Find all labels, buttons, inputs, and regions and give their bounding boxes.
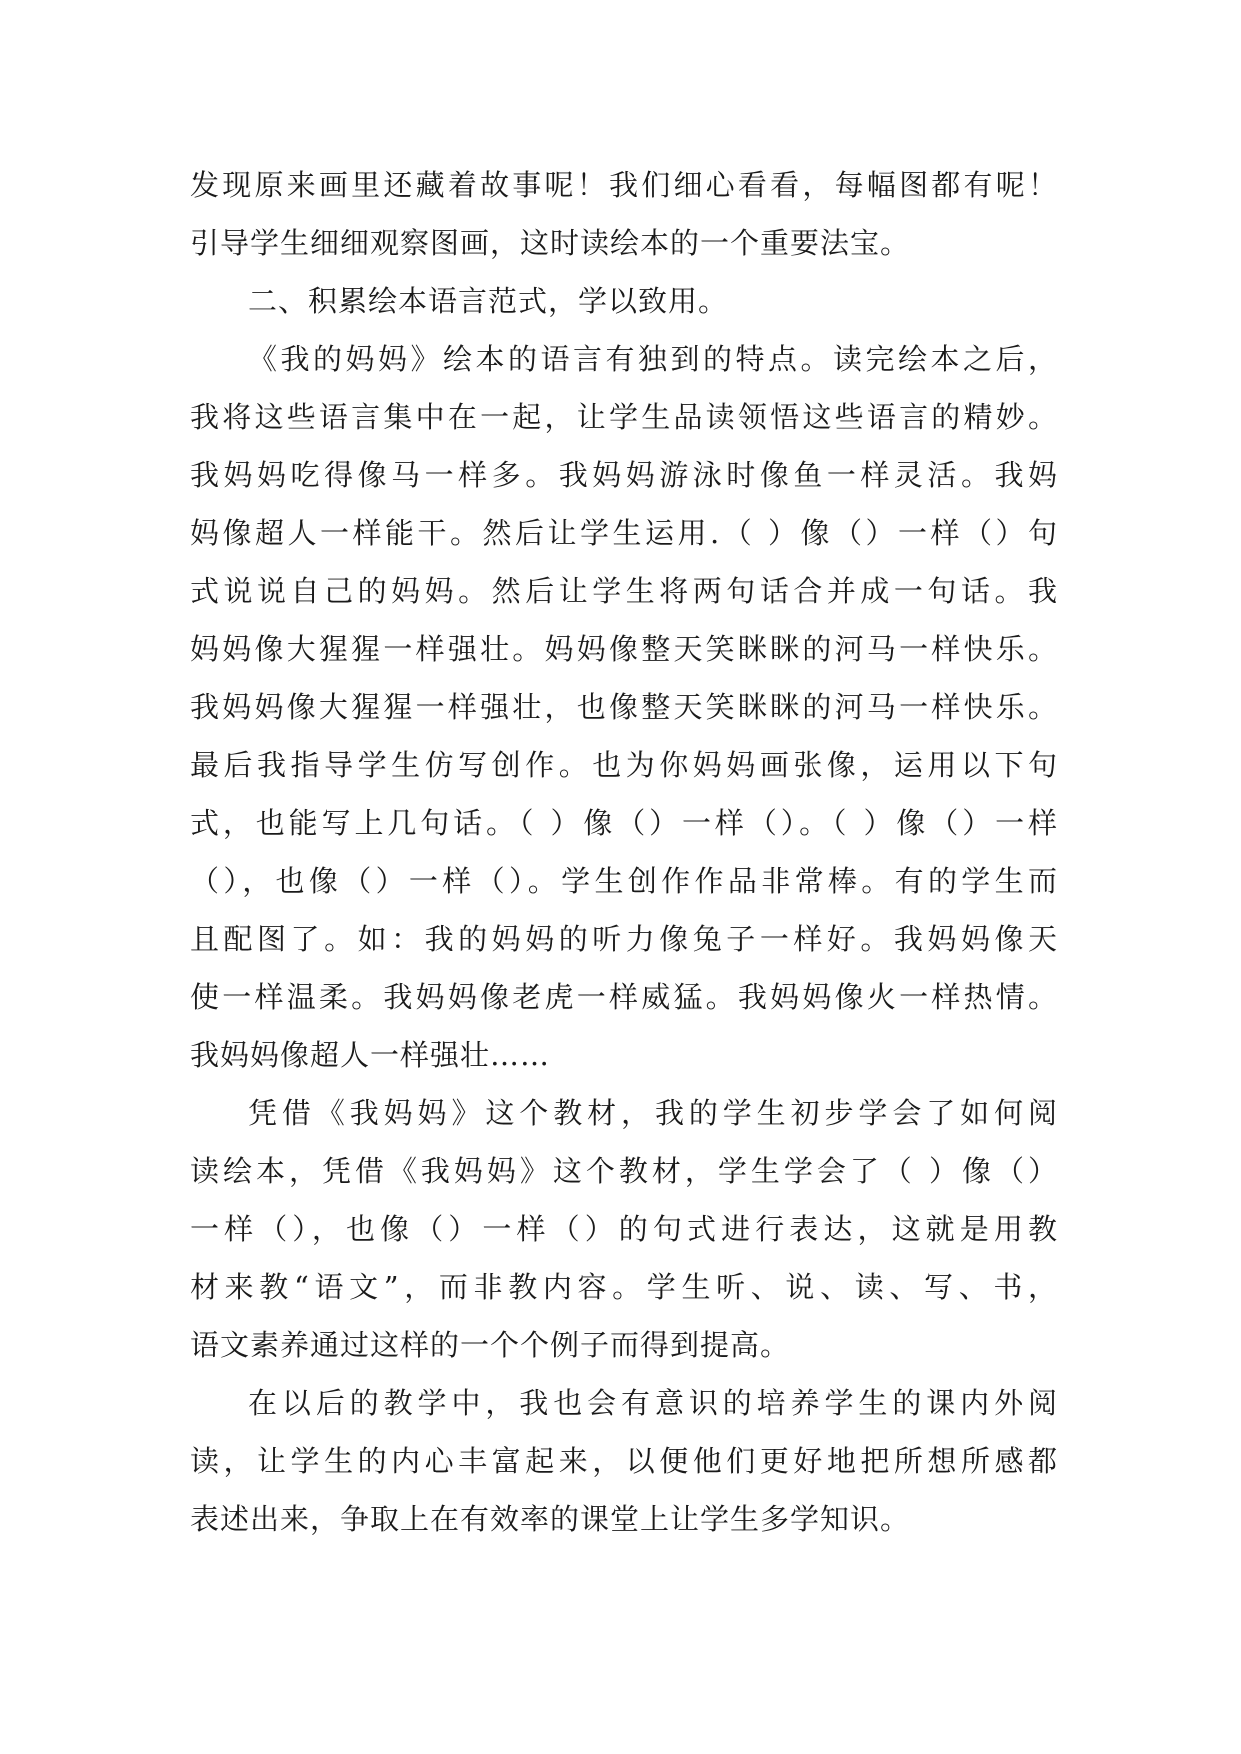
text-line: 读，让学生的内心丰富起来，以便他们更好地把所想所感都 [190, 1444, 1058, 1478]
text-line: 读绘本，凭借《我妈妈》这个教材，学生学会了（ ）像（） [190, 1154, 1058, 1188]
paragraph-first-line: 凭借《我妈妈》这个教材，我的学生初步学会了如何阅 [248, 1096, 1058, 1130]
text-line: 最后我指导学生仿写创作。也为你妈妈画张像，运用以下句 [190, 748, 1058, 782]
text-line: 引导学生细细观察图画，这时读绘本的一个重要法宝。 [190, 226, 911, 260]
text-line: 式说说自己的妈妈。然后让学生将两句话合并成一句话。我 [190, 574, 1058, 608]
text-line: 妈像超人一样能干。然后让学生运用.（ ）像（）一样（）句 [190, 516, 1058, 550]
text-line: 我妈妈像大猩猩一样强壮，也像整天笑眯眯的河马一样快乐。 [190, 690, 1058, 724]
text-line: 语文素养通过这样的一个个例子而得到提高。 [190, 1328, 791, 1362]
section-heading: 二、积累绘本语言范式，学以致用。 [248, 284, 729, 318]
document-page [190, 156, 1058, 1548]
text-line: 妈妈像大猩猩一样强壮。妈妈像整天笑眯眯的河马一样快乐。 [190, 632, 1058, 666]
text-line: 表述出来，争取上在有效率的课堂上让学生多学知识。 [190, 1502, 911, 1536]
text-line: 材来教“语文”，而非教内容。学生听、说、读、写、书， [190, 1270, 1058, 1304]
text-line: 发现原来画里还藏着故事呢！我们细心看看，每幅图都有呢！ [190, 168, 1058, 202]
text-line: 一样（），也像（）一样（）的句式进行表达，这就是用教 [190, 1212, 1058, 1246]
text-line: （），也像（）一样（）。学生创作作品非常棒。有的学生而 [190, 864, 1058, 898]
paragraph-first-line: 《我的妈妈》绘本的语言有独到的特点。读完绘本之后， [248, 342, 1058, 376]
text-line: 我妈妈像超人一样强壮…… [190, 1038, 551, 1072]
text-line: 式，也能写上几句话。（ ）像（）一样（）。（ ）像（）一样 [190, 806, 1058, 840]
text-line: 我妈妈吃得像马一样多。我妈妈游泳时像鱼一样灵活。我妈 [190, 458, 1058, 492]
text-line: 且配图了。如：我的妈妈的听力像兔子一样好。我妈妈像天 [190, 922, 1058, 956]
text-line: 我将这些语言集中在一起，让学生品读领悟这些语言的精妙。 [190, 400, 1058, 434]
text-line: 使一样温柔。我妈妈像老虎一样威猛。我妈妈像火一样热情。 [190, 980, 1058, 1014]
paragraph-first-line: 在以后的教学中，我也会有意识的培养学生的课内外阅 [248, 1386, 1058, 1420]
